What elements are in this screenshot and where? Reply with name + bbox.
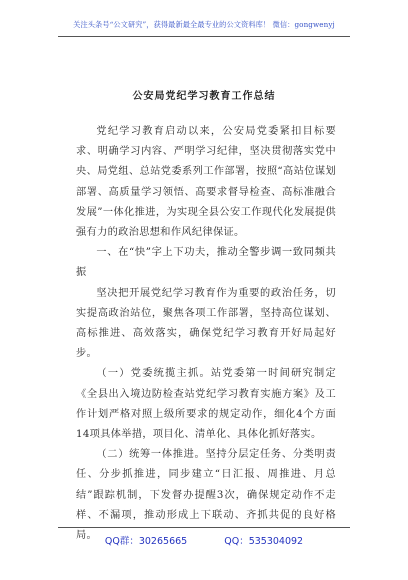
footer-divider — [58, 527, 350, 528]
body-paragraph: （二）统筹一体推进。坚持分层定任务、分类明责任、分步抓推进，同步建立“日汇报、周推进、月总结”跟踪机制，下发督办提醒3次，确保规定动作不走样、不漏项，推动形成上下联动、齐抓共促的良好格局。 — [76, 449, 336, 542]
section-heading: 一、在“快”字上下功夫，推动全警步调一致同频共振 — [76, 247, 336, 279]
body-paragraph: 坚决把开展党纪学习教育作为重要的政治任务，切实提高政治站位，聚焦各项工作部署，坚持高位谋划、高标推进、高效落实，确保党纪学习教育开好局起好步。 — [76, 287, 336, 360]
body-paragraph: （一）党委统揽主抓。站党委第一时间研究制定《全县出入境边防检查站党纪学习教育实施方案》及工作计划严格对照上级所要求的规定动作，细化4个方面14项具体举措，项目化、清单化、具体化抓好落实。 — [76, 368, 336, 441]
qq-group-number: QQ群：30265665 — [104, 536, 188, 547]
footer — [0, 533, 408, 547]
qq-number: QQ：535304092 — [224, 536, 304, 547]
header-divider — [58, 36, 350, 37]
header-banner: 关注头条号“公文研究”，获得最新最全最专业的公文资料库！ 微信：gongwenyj — [73, 20, 335, 29]
intro-paragraph: 党纪学习教育启动以来，公安局党委紧扣目标要求、明确学习内容、严明学习纪律，坚决贯彻落实党中央、局党组、总站党委系列工作部署，按照“高站位谋划部署、高质量学习领悟、高要求督导检查、高标准融合发展”一体化推进，为实现全县公安工作现代化发展提供强有力的政治思想和作风纪律保证。 — [76, 126, 336, 239]
document-body — [76, 122, 336, 546]
document-title: 公安局党纪学习教育工作总结 — [132, 91, 276, 102]
